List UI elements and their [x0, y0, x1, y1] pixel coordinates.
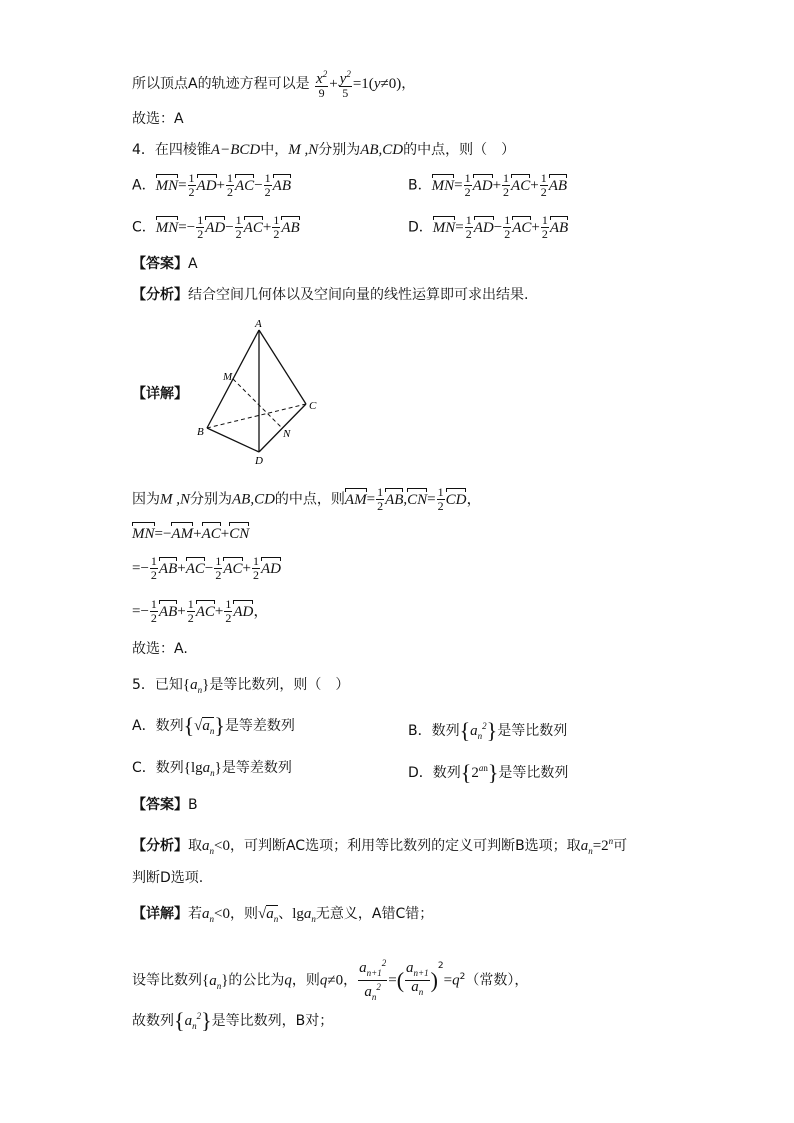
q5-option-a[interactable]: A．数列$\{√a_n\}$是等差数列: [132, 713, 295, 738]
frac-y2-5: $\frac{y^2}{5}$: [339, 69, 351, 100]
q4-option-b[interactable]: B．MN= $\frac{1}{2}$ AD+ $\frac{1}{2}$ AC+ $\frac{1}{2}$ AB: [408, 171, 568, 199]
q4-detail-line4: =− $\frac{1}{2}$ AB+ $\frac{1}{2}$ AC+ $\frac{1}{2}$ AD，: [132, 597, 269, 625]
q4-detail-line1: 因为M ,N分别为AB,CD的中点，则AM= $\frac{1}{2}$ AB,CN= $\frac{1}{2}$ CD，: [132, 485, 482, 513]
q5-detail-line1: 【详解】若$a_n<0$，则$√a_n$、lga$_n$无意义，A错C错；: [132, 906, 434, 924]
label-d: D: [255, 455, 263, 467]
intro-text: 所以顶点A的轨迹方程可以是: [132, 76, 310, 92]
q5-analysis-line2: 判断D选项.: [132, 870, 204, 886]
tetrahedron-figure: [190, 316, 330, 468]
segment-mn: [233, 379, 282, 428]
edge-bd: [207, 428, 259, 452]
q5-option-d[interactable]: D．数列$\{2^{an}\}$是等比数列: [408, 760, 569, 785]
q5-answer: 【答案】B: [132, 797, 198, 813]
q5-detail-line3: 故数列$\{a_n^2\}$是等比数列，B对；: [132, 1008, 334, 1033]
edge-ac: [259, 330, 306, 404]
q5-option-b[interactable]: B．数列$\{a_n^2\}$是等比数列: [408, 718, 568, 743]
q4-stem: 4．在四棱锥A−BCD中，M ,N分别为AB,CD的中点，则（ ）: [132, 142, 516, 158]
q5-stem: 5．已知$\{a_n\}$是等比数列，则（ ）: [132, 677, 350, 695]
edge-bc: [207, 404, 306, 428]
q4-option-c[interactable]: C．MN=− $\frac{1}{2}$ AD− $\frac{1}{2}$ AC+ $\frac{1}{2}$ AB: [132, 213, 300, 241]
label-c: C: [309, 400, 317, 412]
q4-option-d[interactable]: D．MN= $\frac{1}{2}$ AD− $\frac{1}{2}$ AC+ $\frac{1}{2}$ AB: [408, 213, 569, 241]
q4-detail-line3: =− $\frac{1}{2}$ AB+AC− $\frac{1}{2}$ AC+ $\frac{1}{2}$ AD: [132, 554, 281, 582]
q4-detail-label: 【详解】: [132, 386, 188, 402]
q5-analysis-line1: 【分析】取$a_n<0$，可判断AC选项；利用等比数列的定义可判断B选项；取$a_n=2^n$可: [132, 836, 628, 856]
label-m: M: [223, 371, 233, 383]
intro-line: 所以顶点A的轨迹方程可以是 $\frac{x^2}{9}$ + $\frac{y^2}{5}$ =1(y≠0)，: [132, 69, 416, 100]
prev-choice: 故选：A: [132, 111, 184, 127]
label-n: N: [283, 428, 291, 440]
label-b: B: [197, 426, 204, 438]
q4-choice: 故选：A.: [132, 641, 188, 657]
q5-option-c[interactable]: C．数列{lga$_n$}是等差数列: [132, 760, 292, 778]
q5-detail-line2: 设等比数列$\{a_n\}$的公比为q，则q≠0， $\frac{a_{n+1}^2}{a_n^2}$ =( $\frac{a_{n+1}}{a_n}$ )$^2=q^2$（常数），: [132, 958, 529, 1002]
q4-detail-line2: MN=−AM+AC+CN: [132, 526, 250, 542]
label-a: A: [255, 318, 262, 330]
q4-analysis: 【分析】结合空间几何体以及空间向量的线性运算即可求出结果.: [132, 287, 529, 303]
q4-option-a[interactable]: A．MN= $\frac{1}{2}$ AD+ $\frac{1}{2}$ AC− $\frac{1}{2}$ AB: [132, 171, 291, 199]
frac-x2-9: $\frac{x^2}{9}$: [316, 69, 328, 100]
q4-answer: 【答案】A: [132, 256, 198, 272]
